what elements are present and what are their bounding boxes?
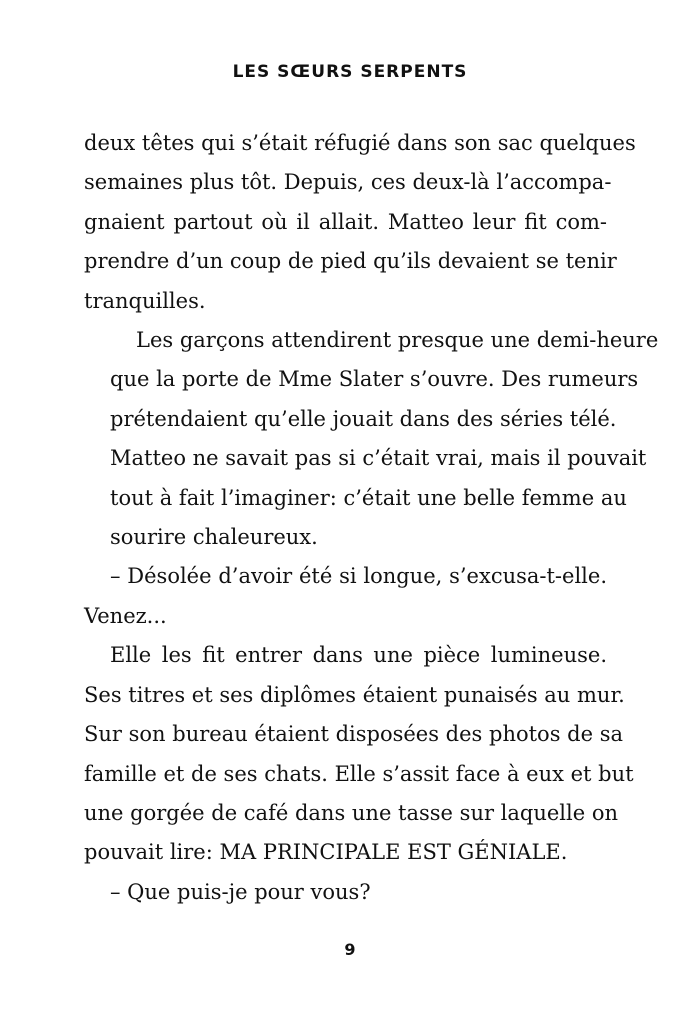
dialogue-paragraph (84, 873, 607, 912)
text-line: – Que puis-je pour vous? (110, 879, 371, 904)
paragraph (84, 321, 659, 557)
text-line: sourire chaleureux. (110, 525, 318, 550)
text-line: tranquilles. (84, 288, 206, 313)
text-line: deux têtes qui s’était réfugié dans son sac quelques (84, 131, 636, 155)
paragraph (84, 124, 636, 321)
text-line: Venez... (84, 603, 167, 628)
text-line: tout à fait l’imaginer: c’était une belle femme au (110, 485, 627, 510)
text-line: prétendaient qu’elle jouait dans des séries télé. (110, 406, 617, 431)
text-line: semaines plus tôt. Depuis, ces deux-là l’accompa- (84, 170, 612, 195)
text-line: Elle les fit entrer dans une pièce lumineuse. (110, 643, 607, 668)
text-line: que la porte de Mme Slater s’ouvre. Des rumeurs (110, 367, 639, 392)
dialogue-paragraph (84, 557, 607, 636)
text-line: – Désolée d’avoir été si longue, s’excusa-t-elle. (110, 564, 607, 589)
page-number: 9 (344, 940, 356, 959)
text-line: prendre d’un coup de pied qu’ils devaient se tenir (84, 249, 617, 274)
body-text (84, 124, 659, 912)
text-line: gnaient partout où il allait. Matteo leur fit com- (84, 209, 607, 234)
text-line: Les garçons attendirent presque une demi-heure (136, 328, 659, 353)
text-line: famille et de ses chats. Elle s’assit face à eux et but (84, 761, 634, 786)
paragraph (84, 636, 634, 872)
text-line: Sur son bureau étaient disposées des photos de sa (84, 722, 623, 747)
running-head-title: LES SŒURS SERPENTS (232, 62, 468, 82)
text-line: Ses titres et ses diplômes étaient punaisés au mur. (84, 682, 625, 707)
text-line: Matteo ne savait pas si c’était vrai, mais il pouvait (110, 446, 647, 471)
text-line: pouvait lire: MA PRINCIPALE EST GÉNIALE. (84, 840, 568, 865)
text-line: une gorgée de café dans une tasse sur laquelle on (84, 800, 619, 825)
